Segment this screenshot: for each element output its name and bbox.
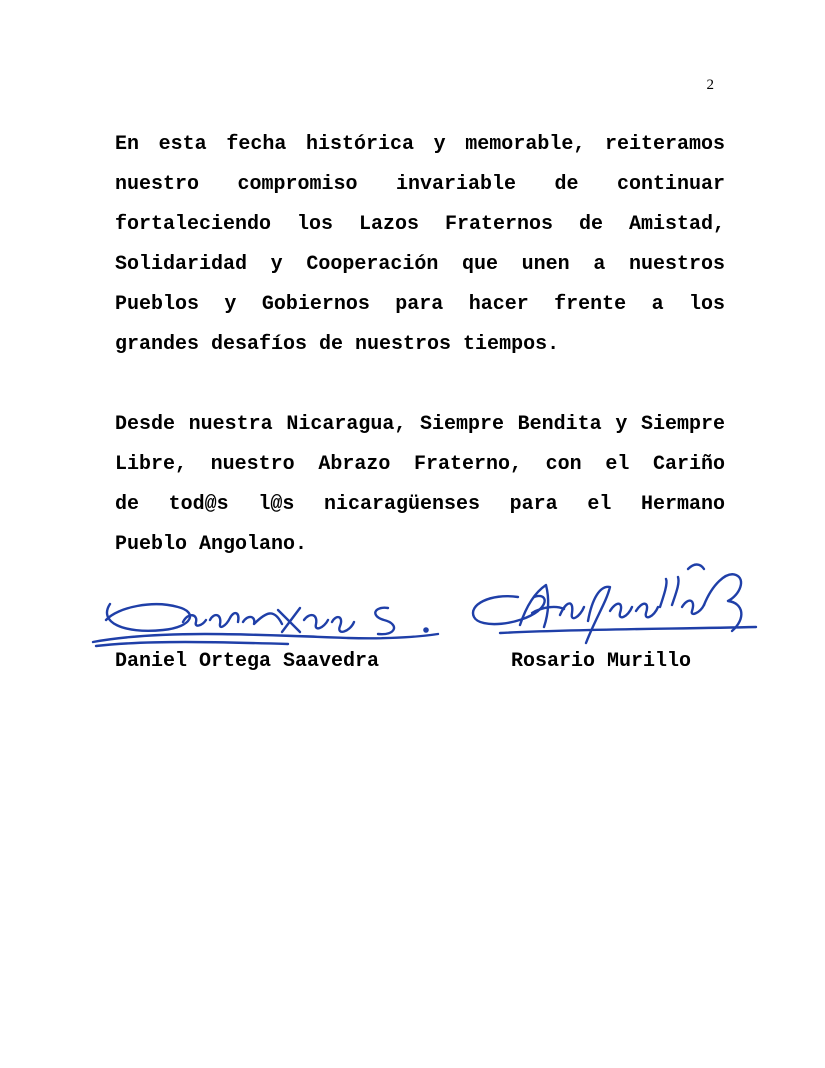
paragraph-commitment xyxy=(115,125,725,365)
paragraph-line: En esta fecha histórica y memorable, reiteramos xyxy=(115,133,725,156)
paragraph-line: Pueblo Angolano. xyxy=(115,533,308,556)
paragraph-line: grandes desafíos de nuestros tiempos. xyxy=(115,333,560,356)
paragraph-line: nuestro compromiso invariable de continuar xyxy=(115,173,725,196)
paragraph-line: Pueblos y Gobiernos para hacer frente a los xyxy=(115,293,725,316)
paragraph-greeting xyxy=(115,405,725,565)
page-number: 2 xyxy=(706,77,714,93)
signature-ortega xyxy=(88,582,443,654)
paragraph-line: Desde nuestra Nicaragua, Siempre Bendita y Siempre xyxy=(115,413,725,436)
signatory-name-murillo: Rosario Murillo xyxy=(511,650,692,673)
paragraph-line: de tod@s l@s nicaragüenses para el Hermano xyxy=(115,493,725,516)
paragraph-line: Solidaridad y Cooperación que unen a nuestros xyxy=(115,253,725,276)
signatory-name-ortega: Daniel Ortega Saavedra xyxy=(115,650,380,673)
paragraph-line: Libre, nuestro Abrazo Fraterno, con el Cariño xyxy=(115,453,725,476)
paragraph-line: fortaleciendo los Lazos Fraternos de Amistad, xyxy=(115,213,725,236)
